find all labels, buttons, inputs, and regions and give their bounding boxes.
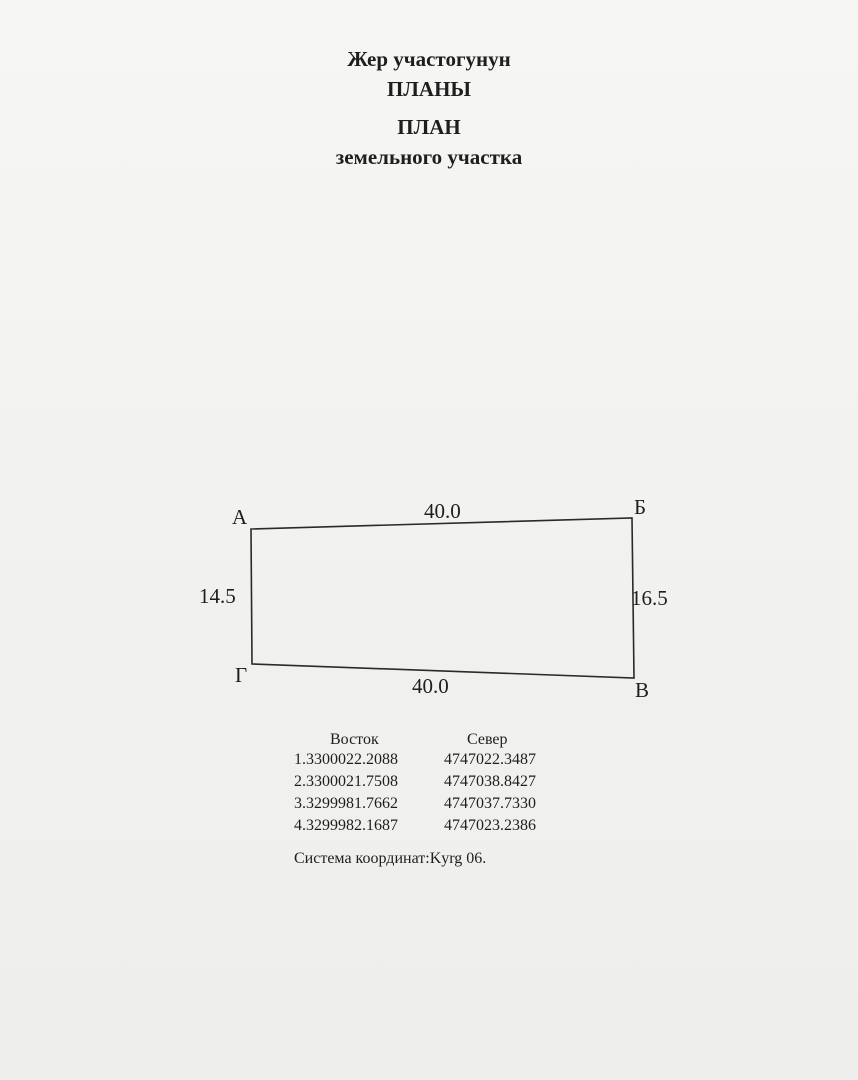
coordinate-east-value: 4.3299982.1687: [294, 817, 398, 834]
coordinates-header-east: Восток: [330, 731, 379, 748]
coordinate-east-value: 1.3300022.2088: [294, 751, 398, 768]
corner-label-v: В: [635, 678, 650, 702]
corner-label-a: А: [232, 505, 248, 529]
coordinate-east-value: 2.3300021.7508: [294, 773, 398, 790]
title-russian-line1: ПЛАН: [397, 115, 461, 139]
title-kyrgyz-line2: ПЛАНЫ: [386, 77, 472, 101]
title-russian-line2: земельного участка: [335, 145, 523, 169]
coordinate-north-value: 4747038.8427: [444, 773, 536, 790]
coordinate-system-note: Система координат:Kyrg 06.: [294, 850, 487, 867]
side-length-right: 16.5: [631, 586, 668, 610]
corner-label-g: Г: [235, 663, 248, 687]
coordinate-north-value: 4747037.7330: [444, 795, 536, 812]
coordinate-north-value: 4747022.3487: [444, 751, 536, 768]
side-length-top: 40.0: [424, 499, 461, 523]
coordinate-north-value: 4747023.2386: [444, 817, 536, 834]
corner-label-b: Б: [634, 495, 647, 519]
land-plot-outline: [251, 518, 634, 678]
coordinates-header-north: Север: [467, 731, 508, 748]
title-kyrgyz-line1: Жер участогунун: [347, 47, 511, 71]
coordinate-east-value: 3.3299981.7662: [294, 795, 398, 812]
side-length-bottom: 40.0: [412, 674, 449, 698]
side-length-left: 14.5: [199, 584, 236, 608]
